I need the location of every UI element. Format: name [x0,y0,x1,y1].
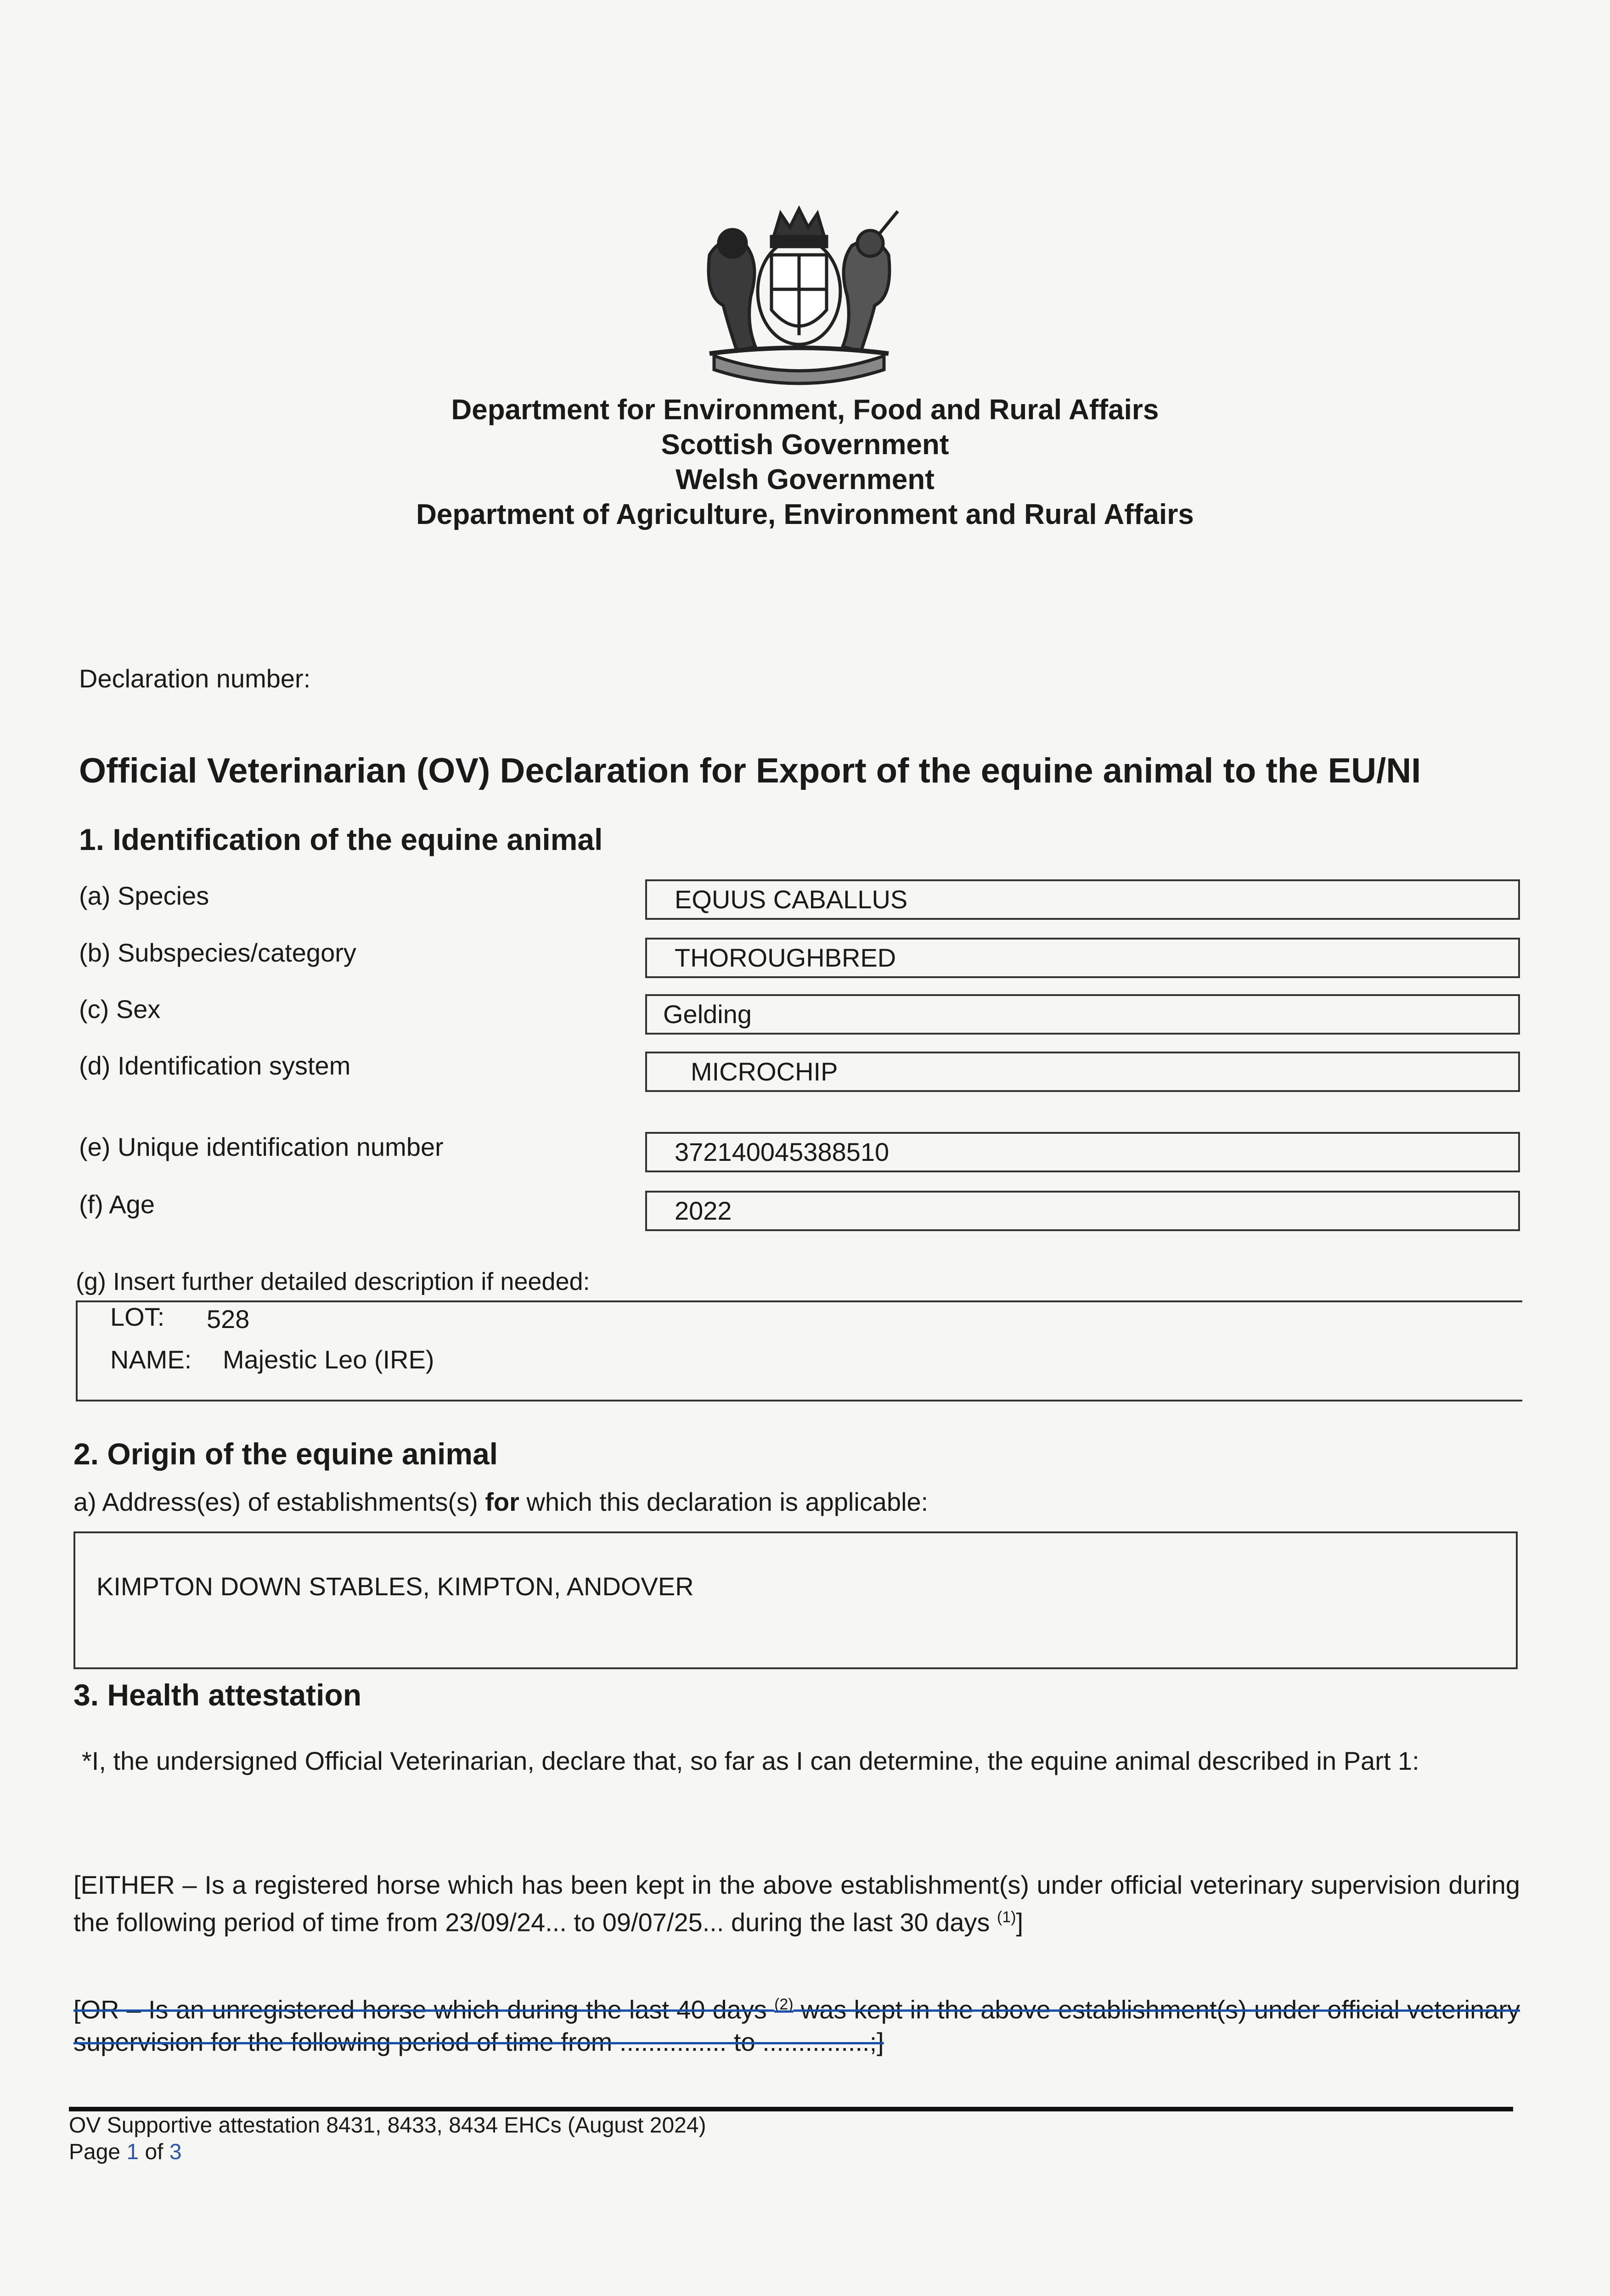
footer-rule [69,2107,1513,2111]
page-total: 3 [169,2140,182,2164]
page-prefix: Page [69,2140,127,2164]
subspecies-field[interactable]: THOROUGHBRED [645,938,1520,978]
identification-system-field[interactable]: MICROCHIP [645,1052,1520,1092]
page-current: 1 [126,2140,139,2164]
address-label-bold: for [485,1487,519,1516]
address-label-part-1: a) Address(es) of establishments(s) [73,1487,485,1516]
or-clause-struck [73,1988,1520,2058]
or-footnote-ref: (2) [774,1996,794,2013]
lot-label: LOT: [110,1302,165,1331]
health-attestation-intro: *I, the undersigned Official Veterinarian, declare that, so far as I can determine, the equine animal described in Part 1: [82,1746,1419,1775]
subspecies-label: (b) Subspecies/category [79,938,356,967]
either-text-1: [EITHER – Is a registered horse which has been kept in the above establishment(s) under official veterinary supervision during the following period of time from [73,1870,1520,1937]
name-label: NAME: [110,1345,192,1374]
page-footer [69,2112,706,2166]
lot-value: 528 [207,1305,250,1334]
sex-label: (c) Sex [79,995,161,1024]
identification-system-label: (d) Identification system [79,1051,351,1080]
agency-defra: Department for Environment, Food and Rural Affairs [451,394,1159,426]
species-label: (a) Species [79,881,209,910]
royal-coat-of-arms-icon [696,204,902,386]
either-end: ] [1016,1908,1024,1937]
agency-welsh-government: Welsh Government [676,464,934,495]
page-of: of [139,2140,169,2164]
species-field[interactable]: EQUUS CABALLUS [645,879,1520,920]
age-field[interactable]: 2022 [645,1191,1520,1231]
further-description-label: (g) Insert further detailed description if needed: [76,1268,590,1295]
either-footnote-ref: (1) [997,1908,1016,1926]
either-text-3: during the last 30 days [724,1908,997,1937]
either-date-from: 23/09/24 [445,1908,546,1937]
unique-id-field[interactable]: 372140045388510 [645,1132,1520,1172]
section-3-heading: 3. Health attestation [73,1678,362,1712]
or-text-2: was kept in the above establishment(s) under official veterinary supervision for the following period of time from ............... to ...............;] [73,1995,1520,2056]
section-2-heading: 2. Origin of the equine animal [73,1437,498,1471]
declaration-number-label: Declaration number: [79,664,311,693]
either-date-to: 09/07/25 [602,1908,703,1937]
address-value: KIMPTON DOWN STABLES, KIMPTON, ANDOVER [96,1572,694,1601]
unique-id-label: (e) Unique identification number [79,1132,444,1161]
agency-daera: Department of Agriculture, Environment and Rural Affairs [416,499,1194,530]
issuing-agencies [0,393,1610,532]
either-text-2: to [566,1908,602,1937]
either-clause [73,1869,1520,1939]
age-label: (f) Age [79,1190,155,1219]
section-1-heading: 1. Identification of the equine animal [79,822,603,856]
address-label-part-2: which this declaration is applicable: [519,1487,929,1516]
document-title: Official Veterinarian (OV) Declaration for Export of the equine animal to the EU/NI [79,751,1421,790]
footer-attestation-ref: OV Supportive attestation 8431, 8433, 8434 EHCs (August 2024) [69,2113,706,2138]
either-dots-2: ... [702,1908,724,1937]
page-number [69,2139,706,2166]
or-text-1: [OR – Is an unregistered horse which during the last 40 days [73,1995,775,2024]
name-value: Majestic Leo (IRE) [223,1345,434,1374]
address-label [73,1487,928,1517]
agency-scottish-government: Scottish Government [661,429,949,461]
either-dots-1: ... [545,1908,567,1937]
sex-field[interactable]: Gelding [645,994,1520,1035]
